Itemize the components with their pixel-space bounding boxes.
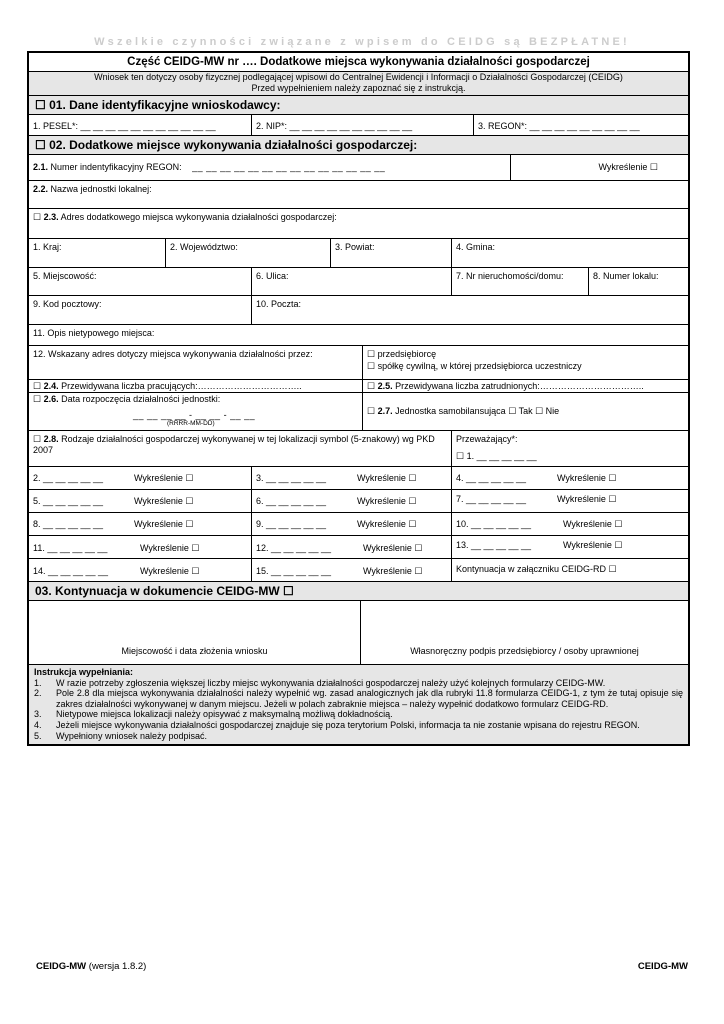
pkd-10-wykreslenie[interactable]: Wykreślenie ☐ (563, 519, 623, 529)
wskazany-adres-label: 12. Wskazany adres dotyczy miejsca wykonywania działalności przez: (33, 349, 313, 359)
f22-label: Nazwa jednostki lokalnej: (50, 184, 152, 194)
f26-number: 2.6. (43, 394, 59, 404)
data-row (29, 393, 688, 431)
f24-checkbox[interactable]: ☐ (33, 381, 42, 391)
pkd-10-field: 10. __ __ __ __ __ (456, 519, 532, 529)
f25-label: Przewidywana liczba zatrudnionych:…………………………….. (395, 381, 644, 391)
form-subtitle-line2: Przed wypełnieniem należy zapoznać się z instrukcją. (251, 83, 466, 93)
footer-form-code: CEIDG-MW (36, 961, 87, 972)
pkd-5-field: 5. __ __ __ __ __ (33, 496, 104, 506)
pkd-15-cell[interactable] (251, 559, 451, 581)
instructions-heading: Instrukcja wypełniania: (34, 667, 134, 677)
instruction-item: 1. W razie potrzeby zgłoszenia większej liczby miejsc wykonywania działalności gospodarczej należy użyć kolejnych formularzy CEIDG-MW. (34, 677, 606, 688)
miejscowosc-field[interactable]: 5. Miejscowość: (33, 271, 97, 281)
pkd-4-wykreslenie[interactable]: Wykreślenie ☐ (557, 473, 617, 483)
przewazajacy-label: Przeważający*: (456, 434, 518, 444)
f23-checkbox[interactable]: ☐ (33, 212, 42, 222)
f23-number: 2.3. (43, 212, 59, 222)
pkd-12-wykreslenie[interactable]: Wykreślenie ☐ (363, 543, 423, 553)
signature-row (29, 601, 688, 665)
address-row-2 (29, 268, 688, 296)
section-02-title: ☐ 02. Dodatkowe miejsce wykonywania działalności gospodarczej: (35, 138, 418, 152)
instruction-item: 4. Jeżeli miejsce wykonywania działalności gospodarczej znajduje się poza terytorium Polski, informacja ta nie zostanie wpisana do rejestru REGON. (34, 719, 640, 730)
pkd-11-field: 11. __ __ __ __ __ (33, 543, 108, 553)
pkd-10-cell[interactable] (451, 513, 688, 535)
instructions-box (29, 665, 688, 744)
pkd-7-field: 7. __ __ __ __ __ (456, 494, 527, 504)
place-date-field[interactable] (29, 601, 360, 664)
samobilansujaca-field[interactable] (362, 393, 688, 430)
opis-row (29, 325, 688, 346)
place-date-label: Miejscowość i data złożenia wniosku (121, 646, 268, 656)
pkd-14-wykreslenie[interactable]: Wykreślenie ☐ (140, 566, 200, 576)
f28-checkbox[interactable]: ☐ (33, 434, 42, 444)
f25-checkbox[interactable]: ☐ (367, 381, 376, 391)
adres-header-row (29, 209, 688, 239)
pracujacych-field[interactable] (29, 380, 362, 392)
opis-nietypowego-field[interactable]: 11. Opis nietypowego miejsca: (33, 328, 155, 338)
pkd-9-wykreslenie[interactable]: Wykreślenie ☐ (357, 519, 417, 529)
section-02-header[interactable] (29, 136, 688, 155)
ceidg-mw-form (27, 51, 690, 746)
pkd-13-field: 13. __ __ __ __ __ (456, 540, 532, 550)
nip-field[interactable]: 2. NIP*: __ __ __ __ __ __ __ __ __ __ (251, 115, 473, 135)
wojewodztwo-field[interactable]: 2. Województwo: (165, 239, 330, 267)
f26-checkbox[interactable]: ☐ (33, 394, 42, 404)
regon-21-field[interactable] (29, 155, 510, 180)
form-subtitle-line1: Wniosek ten dotyczy osoby fizycznej podlegającej wpisowi do Centralnej Ewidencji i Informacji o Działalności Gospodarczej (CEIDG) (94, 72, 623, 82)
poczta-field[interactable]: 10. Poczta: (251, 296, 688, 324)
pkd-2-field: 2. __ __ __ __ __ (33, 473, 104, 483)
f27-checkbox[interactable]: ☐ (367, 406, 376, 416)
nazwa-jednostki-field[interactable] (29, 181, 688, 208)
f28-number: 2.8. (43, 434, 59, 444)
nr-nieruchomosci-field[interactable]: 7. Nr nieruchomości/domu: (451, 268, 588, 295)
footer-version-text: (wersja 1.8.2) (88, 961, 147, 972)
form-title: Część CEIDG-MW nr …. Dodatkowe miejsca wykonywania działalności gospodarczej (127, 56, 590, 68)
footer-form-code-right: CEIDG-MW (637, 961, 688, 972)
section-03-header[interactable] (29, 582, 688, 601)
pkd-7-wykreslenie[interactable]: Wykreślenie ☐ (557, 494, 617, 504)
pkd-14-cell[interactable] (29, 559, 251, 581)
regon-row (29, 155, 688, 181)
pkd-7-cell[interactable] (451, 490, 688, 512)
f27-label: Jednostka samobilansująca ☐ Tak ☐ Nie (395, 406, 560, 416)
pkd-14-field: 14. __ __ __ __ __ (33, 566, 109, 576)
pkd-2-wykreslenie[interactable]: Wykreślenie ☐ (134, 473, 194, 483)
section-01-title: ☐ 01. Dane identyfikacyjne wnioskodawcy: (35, 98, 281, 112)
pkd-15-field: 15. __ __ __ __ __ (256, 566, 332, 576)
kraj-field[interactable]: 1. Kraj: (33, 242, 62, 252)
zatrudnionych-field[interactable] (362, 380, 688, 392)
f26-date-format: (RRRR-MM-DD) (167, 420, 215, 427)
footer-version (36, 961, 146, 972)
pkd-4-field: 4. __ __ __ __ __ (456, 473, 527, 483)
pkd-8-cell[interactable] (29, 513, 251, 535)
spolka-cywilna-checkbox[interactable]: ☐ spółkę cywilną, w której przedsiębiorca uczestniczy (367, 360, 582, 371)
kod-pocztowy-field[interactable]: 9. Kod pocztowy: (33, 299, 102, 309)
pkd-9-cell[interactable] (251, 513, 451, 535)
pkd-11-wykreslenie[interactable]: Wykreślenie ☐ (140, 543, 200, 553)
adres-checkbox-field[interactable] (29, 209, 688, 238)
pkd-3-field: 3. __ __ __ __ __ (256, 473, 327, 483)
pkd-5-wykreslenie[interactable]: Wykreślenie ☐ (134, 496, 194, 506)
pkd-5-cell[interactable] (29, 490, 251, 512)
instruction-item: 3. Nietypowe miejsca lokalizacji należy opisywać z maksymalną możliwą dokładnością. (34, 709, 393, 720)
free-services-banner: Wszelkie czynności związane z wpisem do CEIDG są BEZPŁATNE! (94, 36, 630, 48)
instruction-item: 5. Wypełniony wniosek należy podpisać. (34, 730, 208, 741)
nazwa-row (29, 181, 688, 209)
signature-field[interactable] (360, 601, 688, 664)
ulica-field[interactable]: 6. Ulica: (251, 268, 451, 295)
pkd-3-cell[interactable] (251, 467, 451, 489)
signature-label: Własnoręczny podpis przedsiębiorcy / osoby uprawnionej (410, 646, 639, 656)
pkd-2-cell[interactable] (29, 467, 251, 489)
f21-number: 2.1. (33, 162, 49, 172)
f28-label: Rodzaje działalności gospodarczej wykonywanej w tej lokalizacji symbol (5-znakowy) wg PKD 2007 (33, 434, 435, 455)
form-subtitle-row (29, 72, 688, 96)
pkd-13-wykreslenie[interactable]: Wykreślenie ☐ (563, 540, 623, 550)
f25-number: 2.5. (377, 381, 393, 391)
nr-lokalu-field[interactable]: 8. Numer lokalu: (588, 268, 688, 295)
pkd-row (29, 490, 688, 513)
pkd-row (29, 513, 688, 536)
regon-wykreslenie-checkbox[interactable]: Wykreślenie ☐ (510, 155, 688, 180)
pkd-8-field: 8. __ __ __ __ __ (33, 519, 104, 529)
f26-date-blanks: __ __ __ __ - __ __ - __ __ (133, 410, 256, 420)
wskazany-adres-options (362, 346, 688, 379)
f24-number: 2.4. (43, 381, 59, 391)
pkd-1-field[interactable]: ☐ 1. __ __ __ __ __ (456, 451, 537, 461)
pkd-9-field: 9. __ __ __ __ __ (256, 519, 327, 529)
pkd-6-field: 6. __ __ __ __ __ (256, 496, 327, 506)
pkd-11-cell[interactable] (29, 536, 251, 558)
f26-label: Data rozpoczęcia działalności jednostki: (61, 394, 221, 404)
instructions-list (34, 678, 683, 742)
przewazajacy-cell (451, 431, 688, 466)
pkd-row (29, 559, 688, 582)
przez-row (29, 346, 688, 380)
f23-label: Adres dodatkowego miejsca wykonywania działalności gospodarczej: (60, 212, 337, 222)
pkd-12-field: 12. __ __ __ __ __ (256, 543, 332, 553)
pkd-row (29, 467, 688, 490)
address-row-1 (29, 239, 688, 268)
data-rozpoczecia-field[interactable] (29, 393, 362, 430)
f24-label: Przewidywana liczba pracujących:…………………………….. (61, 381, 302, 391)
address-row-3 (29, 296, 688, 325)
powiat-field[interactable]: 3. Powiat: (330, 239, 451, 267)
pkd-6-cell[interactable] (251, 490, 451, 512)
pkd-12-cell[interactable] (251, 536, 451, 558)
pkd-8-wykreslenie[interactable]: Wykreślenie ☐ (134, 519, 194, 529)
f21-blanks: __ __ __ __ __ __ __ __ __ __ __ __ __ __ (192, 162, 386, 172)
pesel-field[interactable]: 1. PESEL*: __ __ __ __ __ __ __ __ __ __ __ (33, 121, 216, 131)
pkd-4-cell[interactable] (451, 467, 688, 489)
form-title-row (29, 53, 688, 72)
identification-row (29, 115, 688, 136)
f27-number: 2.7. (377, 406, 393, 416)
pkd-15-wykreslenie[interactable]: Wykreślenie ☐ (363, 566, 423, 576)
przedsiebiorca-checkbox[interactable]: ☐ przedsiębiorcę (367, 349, 437, 359)
gmina-field[interactable]: 4. Gmina: (451, 239, 688, 267)
kontynuacja-rd-checkbox[interactable]: Kontynuacja w załączniku CEIDG-RD ☐ (451, 559, 688, 581)
pkd-3-wykreslenie[interactable]: Wykreślenie ☐ (357, 473, 417, 483)
pkd-header-row (29, 431, 688, 467)
f21-label: Numer indentyfikacyjny REGON: (50, 162, 182, 172)
liczba-row (29, 380, 688, 393)
pkd-13-cell[interactable] (451, 536, 688, 558)
instruction-item: 2. Pole 2.8 dla miejsca wykonywania działalności należy wypełnić wg. zasad analogicznych jak dla rubryki 11.8 formularza CEIDG-1, z tym że tutaj opisuje się zakres działalności wykonywanej w danym miejscu. Jeżeli w polach zabraknie miejsca – należy wypełnić dodatkowo formularz CEIDG-RD. (34, 688, 683, 709)
section-03-title: 03. Kontynuacja w dokumencie CEIDG-MW ☐ (35, 584, 294, 598)
section-01-header[interactable] (29, 96, 688, 115)
pkd-row (29, 536, 688, 559)
f22-number: 2.2. (33, 184, 49, 194)
pkd-description[interactable] (29, 431, 451, 466)
pkd-6-wykreslenie[interactable]: Wykreślenie ☐ (357, 496, 417, 506)
regon-field[interactable]: 3. REGON*: __ __ __ __ __ __ __ __ __ (473, 115, 688, 135)
